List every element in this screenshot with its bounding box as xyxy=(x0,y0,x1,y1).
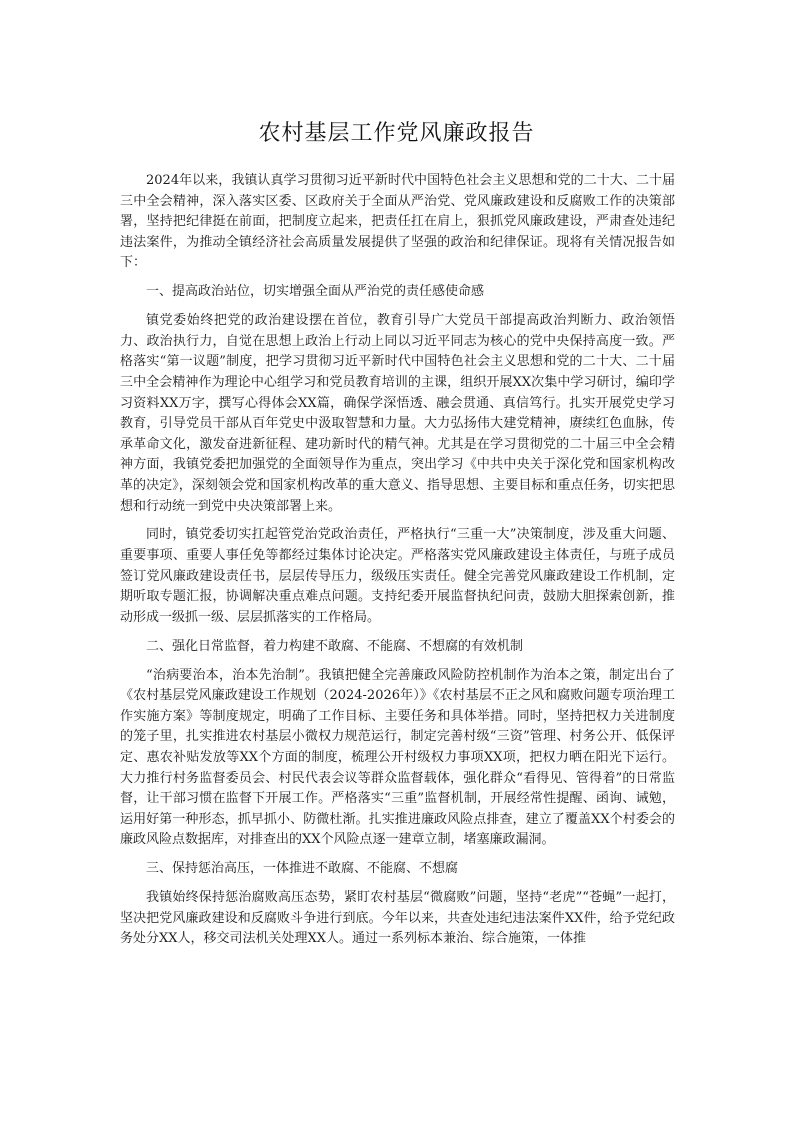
body-paragraph: 我镇始终保持惩治腐败高压态势，紧盯农村基层“微腐败”问题，坚持“老虎”“苍蝇”一起打，坚决把党风廉政建设和反腐败斗争进行到底。今年以来，共查处违纪违法案件XX件，给予党纪政务处分XX人，移交司法机关处理XX人。通过一系列标本兼治、综合施策，一体推 xyxy=(120,890,675,947)
section-heading-2: 二、强化日常监督，着力构建不敢腐、不能腐、不想腐的有效机制 xyxy=(146,638,524,654)
section-heading-3: 三、保持惩治高压，一体推进不敢腐、不能腐、不想腐 xyxy=(146,861,459,877)
document-title: 农村基层工作党风廉政报告 xyxy=(258,121,535,146)
document-body xyxy=(120,171,675,958)
body-paragraph: 同时，镇党委切实扛起管党治党政治责任，严格执行“三重一大”决策制度，涉及重大问题、重要事项、重要人事任免等都经过集体讨论决定。严格落实党风廉政建设主体责任，与班子成员签订党风廉政建设责任书，层层传导压力，级级压实责任。健全完善党风廉政建设工作机制，定期听取专题汇报，协调解决重点难点问题。支持纪委开展监督执纪问责，鼓励大胆探索创新，推动形成一级抓一级、层层抓落实的工作格局。 xyxy=(120,527,675,625)
body-paragraph: “治病要治本，治本先治制”。我镇把健全完善廉政风险防控机制作为治本之策，制定出台了《农村基层党风廉政建设工作规划（2024-2026年）》《农村基层不正之风和腐败问题专项治理工作实施方案》等制度规定，明确了工作目标、主要任务和具体举措。同时，坚持把权力关进制度的笼子里，扎实推进农村基层小微权力规范运行，制定完善村级“三资”管理、村务公开、低保评定、惠农补贴发放等XX个方面的制度，梳理公开村级权力事项XX项，把权力晒在阳光下运行。大力推行村务监督委员会、村民代表会议等群众监督载体，强化群众“看得见、管得着”的日常监督，让干部习惯在监督下开展工作。严格落实“三重”监督机制，开展经常性提醒、函询、诫勉，运用好第一种形态，抓早抓小、防微杜渐。扎实推进廉政风险点排查，建立了覆盖XX个村委会的廉政风险点数据库，对排查出的XX个风险点逐一建章立制，堵塞廉政漏洞。 xyxy=(120,667,675,848)
intro-paragraph: 2024年以来，我镇认真学习贯彻习近平新时代中国特色社会主义思想和党的二十大、二十届三中全会精神，深入落实区委、区政府关于全面从严治党、党风廉政建设和反腐败工作的决策部署，坚持把纪律挺在前面，把制度立起来，把责任扛在肩上，狠抓党风廉政建设，严肃查处违纪违法案件，为推动全镇经济社会高质量发展提供了坚强的政治和纪律保证。现将有关情况报告如下： xyxy=(120,173,675,271)
body-paragraph: 镇党委始终把党的政治建设摆在首位，教育引导广大党员干部提高政治判断力、政治领悟力、政治执行力，自觉在思想上政治上行动上同以习近平同志为核心的党中央保持高度一致。严格落实“第一议题”制度，把学习贯彻习近平新时代中国特色社会主义思想和党的二十大、二十届三中全会精神作为理论中心组学习和党员教育培训的主课，组织开展XX次集中学习研讨，编印学习资料XX万字，撰写心得体会XX篇，确保学深悟透、融会贯通、真信笃行。扎实开展党史学习教育，引导党员干部从百年党史中汲取智慧和力量。大力弘扬伟大建党精神，赓续红色血脉，传承革命文化，激发奋进新征程、建功新时代的精气神。尤其是在学习贯彻党的二十届三中全会精神方面，我镇党委把加强党的全面领导作为重点，突出学习《中共中央关于深化党和国家机构改革的决定》，深刻领会党和国家机构改革的重大意义、指导思想、主要目标和重点任务，切实把思想和行动统一到党中央决策部署上来。 xyxy=(120,313,675,514)
section-heading-1: 一、提高政治站位，切实增强全面从严治党的责任感使命感 xyxy=(146,284,485,300)
